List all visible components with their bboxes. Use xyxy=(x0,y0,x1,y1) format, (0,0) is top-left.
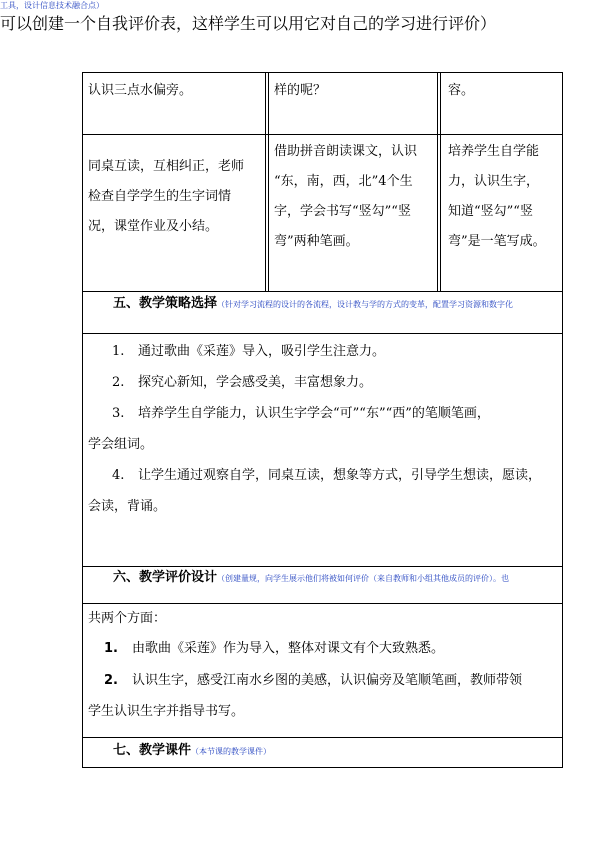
table-bottom-border xyxy=(82,767,563,768)
section5-item-4 xyxy=(112,460,541,491)
row2-col2-text xyxy=(274,137,417,257)
section6-item-2-cont: 学生认识生字并指导书写。 xyxy=(88,704,245,719)
section5-item-1 xyxy=(112,336,385,367)
section7-heading xyxy=(113,743,271,760)
row2-col2-line: “东，南，西，北”4个生 xyxy=(274,174,413,189)
section5-item-3-cont: 学会组词。 xyxy=(88,437,154,452)
row2-col3-line: 力，认识生字， xyxy=(448,174,540,189)
list-item-text: 探究心新知，学会感受美，丰富想象力。 xyxy=(138,375,373,390)
list-number: 2. xyxy=(112,375,125,390)
list-item-text: 让学生通过观察自学，同桌互读，想象等方式，引导学生想读，愿读， xyxy=(138,468,542,483)
row-divider-1 xyxy=(82,134,563,135)
section6-title: 六、教学评价设计 xyxy=(113,570,218,585)
row1-col2-text: 样的呢？ xyxy=(274,83,327,98)
col-divider-1b xyxy=(268,72,269,292)
row-divider-4 xyxy=(82,566,563,567)
section5-heading xyxy=(113,296,513,313)
section5-note: （针对学习流程的设计的各流程，设计教与学的方式的变革，配置学习资源和数字化 xyxy=(217,300,514,309)
row2-col2-line: 字，学会书写“竖勾”“竖 xyxy=(274,204,411,219)
section5-item-4-cont: 会读，背诵。 xyxy=(88,499,167,514)
list-item-text: 由歌曲《采莲》作为导入，整体对课文有个大致熟悉。 xyxy=(132,641,445,656)
list-item-text: 认识生字，感受江南水乡图的美感，认识偏旁及笔顺笔画，教师带领 xyxy=(132,673,523,688)
section7-title: 七、教学课件 xyxy=(113,743,192,758)
section6-item-1 xyxy=(104,633,444,664)
row-divider-6 xyxy=(82,737,563,738)
row2-col3-line: 知道“竖勾”“竖 xyxy=(448,204,533,219)
row2-col3-line: 弯”是一笔写成。 xyxy=(448,234,546,249)
row1-col3-text: 容。 xyxy=(448,83,475,98)
list-number: 1. xyxy=(104,641,118,656)
section5-title: 五、教学策略选择 xyxy=(113,296,218,311)
list-item-text: 培养学生自学能力，认识生字学会“可”“东”“西”的笔顺笔画， xyxy=(138,406,490,421)
table-right-border xyxy=(562,72,563,768)
row2-col3-text xyxy=(448,137,546,257)
row2-col2-line: 借助拼音朗读课文，认识 xyxy=(274,144,418,159)
section5-item-3 xyxy=(112,398,490,429)
list-item-text: 通过歌曲《采莲》导入，吸引学生注意力。 xyxy=(138,344,386,359)
col-divider-2b xyxy=(440,72,441,292)
list-number: 4. xyxy=(112,468,125,483)
table-top-border xyxy=(82,72,563,73)
row2-col1-line: 同桌互读，互相纠正，老师 xyxy=(88,159,245,174)
row2-col2-line: 弯”两种笔画。 xyxy=(274,234,359,249)
row2-col1-line: 检查自学学生的生字词情 xyxy=(88,189,232,204)
section6-heading xyxy=(113,570,509,587)
section6-note-cont: 可以创建一个自我评价表，这样学生可以用它对自己的学习进行评价） xyxy=(0,14,497,33)
row-divider-2 xyxy=(82,291,563,292)
list-number: 3. xyxy=(112,406,125,421)
list-number: 2. xyxy=(104,673,118,688)
row-divider-3 xyxy=(82,333,563,334)
section6-intro: 共两个方面： xyxy=(88,611,167,626)
row2-col1-text xyxy=(88,152,244,242)
col-divider-1a xyxy=(265,72,266,292)
row2-col3-line: 培养学生自学能 xyxy=(448,144,540,159)
col-divider-2a xyxy=(437,72,438,292)
section7-note: （本节课的教学课件） xyxy=(191,747,272,756)
list-number: 1. xyxy=(112,344,125,359)
section5-item-2 xyxy=(112,367,372,398)
section5-note-cont: 工具，设计信息技术融合点） xyxy=(0,1,104,10)
row2-col1-line: 况，课堂作业及小结。 xyxy=(88,219,219,234)
section6-note: （创建量规，向学生展示他们将被如何评价（来自教师和小组其他成员的评价）。也 xyxy=(217,574,510,583)
table-left-border xyxy=(82,72,83,768)
row1-col1-text: 认识三点水偏旁。 xyxy=(88,83,193,98)
section6-item-2 xyxy=(104,665,522,696)
